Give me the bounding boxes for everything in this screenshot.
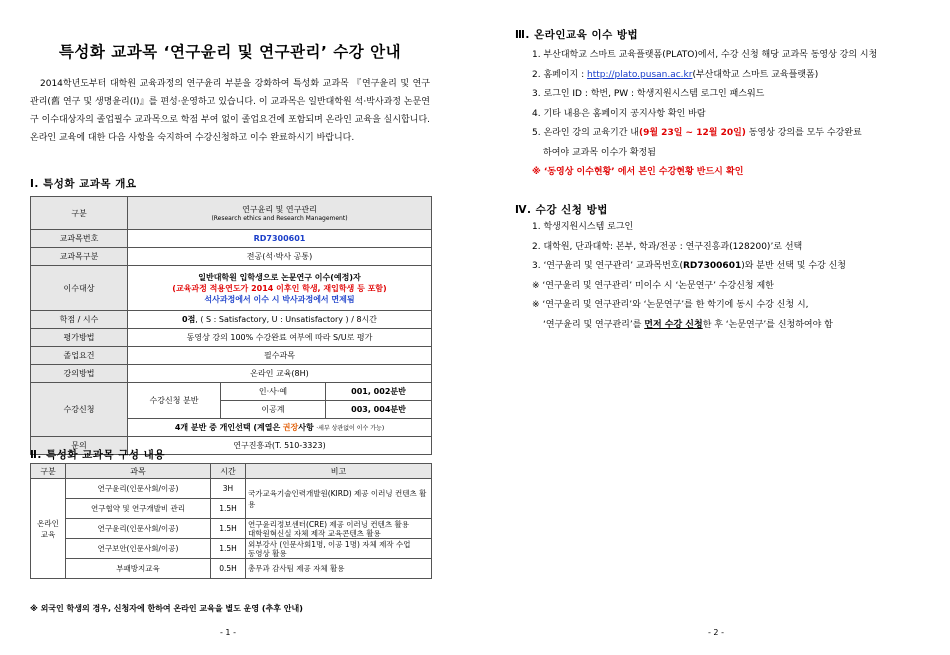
- online-course-steps: [532, 46, 947, 183]
- table-row: [31, 539, 432, 559]
- col-header: 과목: [66, 464, 211, 479]
- plato-link[interactable]: http://plato.pusan.ac.kr: [586, 69, 693, 80]
- list-item: ※ ‘동영상 이수현황’ 에서 본인 수강현황 반드시 확인: [532, 167, 744, 177]
- list-item: 하여야 교과목 이수가 확정됨: [543, 147, 656, 158]
- page-2: [475, 0, 950, 655]
- time-cell: 0.5H: [211, 559, 246, 579]
- composition-table: [30, 463, 432, 579]
- contact-label: 문의: [31, 437, 128, 455]
- list-item: [532, 257, 947, 277]
- time-cell: 1.5H: [211, 539, 246, 559]
- credit-detail: , ( S : Satisfactory, U : Unsatisfactory ) / 8시간: [195, 315, 377, 324]
- choice-recommended: 권장: [282, 423, 299, 432]
- table-row: [31, 519, 432, 539]
- section-division: 003, 004분반: [326, 401, 432, 419]
- lecture-method: 온라인 교육(8H): [128, 365, 432, 383]
- section-label: 수강신청 분반: [128, 383, 221, 419]
- subject-cell: 연구보안(인문사회/이공): [66, 539, 211, 559]
- period-dates: (9월 23일 ~ 12월 20일): [638, 128, 746, 138]
- order-bold: 먼저 수강 신청: [644, 319, 703, 330]
- table-row: [31, 559, 432, 579]
- course-name-cell: [128, 197, 432, 230]
- choice-note: ·세부 상관없이 이수 가능): [316, 425, 385, 432]
- method-label: 강의방법: [31, 365, 128, 383]
- subject-cell: 연구협약 및 연구개발비 관리: [66, 499, 211, 519]
- code-label: 교과목번호: [31, 230, 128, 248]
- eval-method: 동영상 강의 100% 수강완료 여부에 따라 S/U로 평가: [128, 329, 432, 347]
- code-prefix: 3. ‘연구윤리 및 연구관리’ 교과목번호(: [532, 261, 683, 271]
- col-header: 시간: [211, 464, 246, 479]
- course-name-en: (Research ethics and Research Management): [211, 215, 348, 222]
- category-cell: 온라인 교육: [31, 479, 66, 579]
- code-value: RD7300601: [682, 261, 742, 271]
- course-code: RD7300601: [128, 230, 432, 248]
- note-cell: 국가교육기술인력개발원(KIRD) 제공 이러닝 컨텐츠 활용: [246, 479, 432, 519]
- list-item: 3. 로그인 ID : 학번, PW : 학생지원시스템 로그인 패스워드: [532, 89, 765, 99]
- period-label: 5. 온라인 강의 교육기간 내: [532, 128, 639, 138]
- grad-label: 졸업요건: [31, 347, 128, 365]
- target-line-1: 일반대학원 입학생으로 논문연구 이수(예정)자: [198, 272, 361, 282]
- list-item: 2. 대학원, 단과대학: 본부, 학과/전공 : 연구진흥과(128200)’로 선택: [532, 241, 803, 252]
- subject-cell: 연구윤리(인문사회/이공): [66, 479, 211, 499]
- note-cell: 외부강사 (인문사회1명, 이공 1명) 자체 제작 수업 동영상 활용: [246, 539, 432, 559]
- course-name: 연구윤리 및 연구관리: [242, 205, 317, 214]
- note-cell: 연구윤리정보센터(CRE) 제공 이러닝 컨텐츠 활용 대학원혁신실 자체 제작 교육콘텐츠 활용: [246, 519, 432, 539]
- type-label: 교과목구분: [31, 248, 128, 266]
- choice-rest: 사항: [298, 423, 314, 432]
- subject-cell: 연구윤리(인문사회/이공): [66, 519, 211, 539]
- page-number: - 1 -: [220, 628, 236, 637]
- list-item: 1. 부산대학교 스마트 교육플랫폼(PLATO)에서, 수강 신청 해당 교과목 동영상 강의 시청: [532, 50, 878, 60]
- choice-text: 4개 분반 중 개인선택 (계열은: [174, 423, 281, 432]
- time-cell: 3H: [211, 479, 246, 499]
- list-item: ※ ‘연구윤리 및 연구관리’ 미이수 시 ‘논문연구’ 수강신청 제한: [532, 280, 774, 291]
- eval-label: 평가방법: [31, 329, 128, 347]
- list-item: 4. 기타 내용은 홈페이지 공지사항 확인 바람: [532, 108, 706, 119]
- target-line-2: (교육과정 적용연도가 2014 이후인 학생, 재입학생 등 포함): [172, 283, 387, 293]
- grad-requirement: 필수과목: [128, 347, 432, 365]
- list-item: [532, 316, 947, 336]
- table-row: [31, 479, 432, 499]
- section-2-heading: Ⅱ. 특성화 교과목 구성 내용: [30, 449, 165, 461]
- note-cell: 총무과 감사팀 제공 자체 활용: [246, 559, 432, 579]
- col-header: 구분: [31, 464, 66, 479]
- intro-paragraph: 2014학년도부터 대학원 교육과정의 연구윤리 부분을 강화하여 특성화 교과목 『연구윤리 및 연구관리(舊 연구 및 생명윤리(Ⅰ)』를 편성·운영하고 있습니다. 이 교과목은 일반대학원 석·박사과정 논문연구 이수대상자의 졸업필수 교과목으로 학점 부여 없이 졸업요건에 포함되며 온라인 교육을 실시합니다. 온라인 교육에 대한 다음 사항을 숙지하여 수강신청하고 이수 완료하시기 바랍니다.: [30, 79, 430, 143]
- homepage-desc: (부산대학교 스마트 교육플랫폼): [692, 69, 819, 80]
- homepage-label: 2. 홈페이지 :: [532, 69, 587, 80]
- section-1-heading: Ⅰ. 특성화 교과목 개요: [30, 178, 137, 190]
- contact-info: 연구진흥과(T. 510-3323): [128, 437, 432, 455]
- section-3-heading: Ⅲ. 온라인교육 이수 방법: [515, 29, 639, 41]
- foreign-student-note: ※ 외국인 학생의 경우, 신청자에 한하여 온라인 교육을 별도 운영 (추후 안내): [30, 604, 303, 613]
- target-line-3: 석사과정에서 이수 시 박사과정에서 면제됨: [204, 294, 355, 304]
- credit-value: 0점: [182, 315, 196, 324]
- time-cell: 1.5H: [211, 499, 246, 519]
- section-division: 001, 002분반: [326, 383, 432, 401]
- section-field: 인·사·예: [221, 383, 326, 401]
- credit-cell: [128, 311, 432, 329]
- list-item: [532, 124, 947, 144]
- registration-steps: [532, 218, 947, 335]
- order-suffix: 한 후 ‘논문연구’를 신청하여야 함: [702, 319, 833, 330]
- section-4-heading: Ⅳ. 수강 신청 방법: [515, 204, 608, 216]
- code-suffix: )와 분반 선택 및 수강 신청: [741, 261, 846, 271]
- section-choice: [128, 419, 432, 437]
- section-field: 이공계: [221, 401, 326, 419]
- page-title: 특성화 교과목 ‘연구윤리 및 연구관리’ 수강 안내: [58, 43, 402, 61]
- subject-cell: 부패방지교육: [66, 559, 211, 579]
- list-item: 1. 학생지원시스템 로그인: [532, 222, 634, 232]
- page-number: - 2 -: [708, 628, 724, 637]
- target-label: 이수대상: [31, 266, 128, 311]
- credit-label: 학점 / 시수: [31, 311, 128, 329]
- col-header: 비고: [246, 464, 432, 479]
- registration-label: 수강신청: [31, 383, 128, 437]
- order-prefix: ‘연구윤리 및 연구관리’를: [543, 319, 645, 330]
- target-cell: [128, 266, 432, 311]
- period-desc: 동영상 강의를 모두 수강완료: [745, 128, 862, 138]
- course-type: 전공(석·박사 공통): [128, 248, 432, 266]
- list-item: [532, 66, 947, 86]
- time-cell: 1.5H: [211, 519, 246, 539]
- overview-table: [30, 196, 432, 455]
- overview-col-label: 구분: [31, 197, 128, 230]
- list-item: ※ ‘연구윤리 및 연구관리’와 ‘논문연구’를 한 학기에 동시 수강 신청 시,: [532, 300, 809, 310]
